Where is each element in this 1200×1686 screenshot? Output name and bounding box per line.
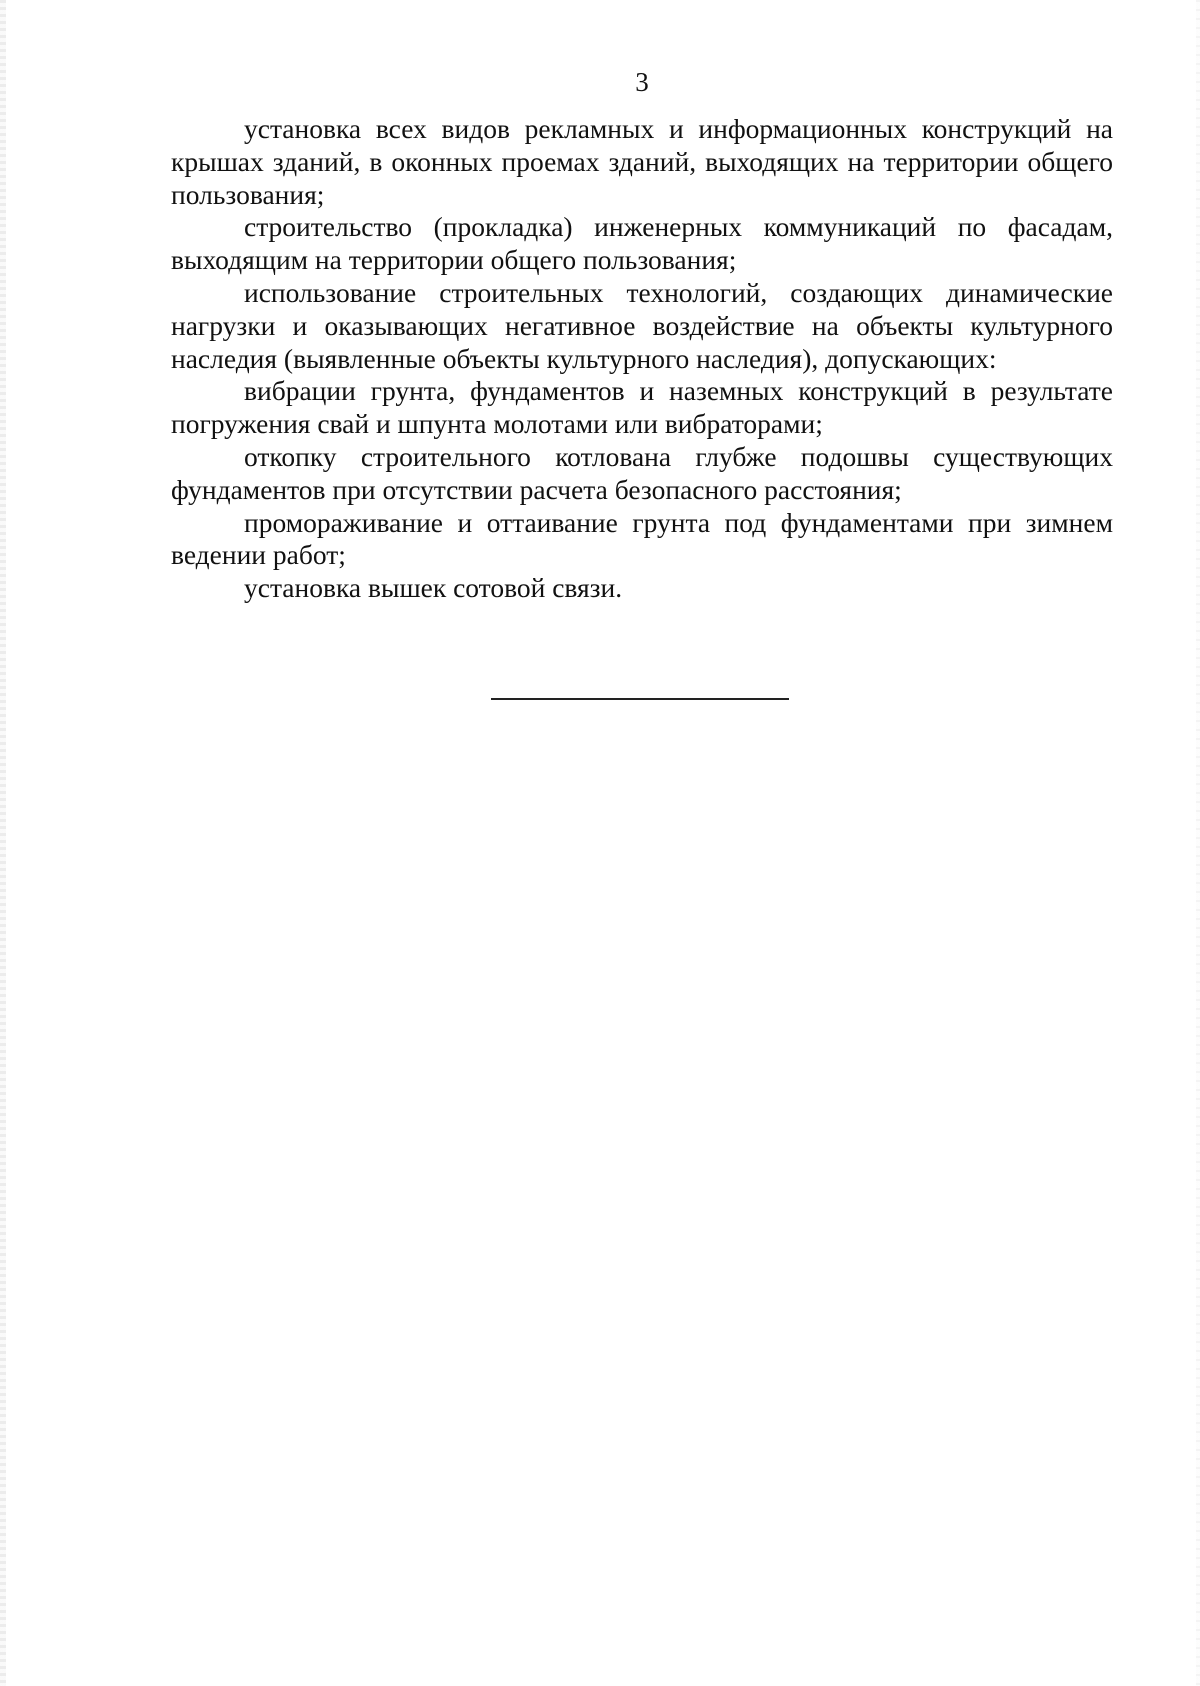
paragraph-engineering-communications: строительство (прокладка) инженерных коммуникаций по фасадам, выходящим на территории общего пользования;: [171, 211, 1113, 276]
page-number: 3: [635, 67, 649, 97]
scan-edge-left: [0, 0, 6, 1686]
scan-edge-right: [1196, 0, 1200, 1686]
paragraph-freezing: промораживание и оттаивание грунта под фундаментами при зимнем ведении работ;: [171, 506, 1113, 571]
paragraph-vibration: вибрации грунта, фундаментов и наземных конструкций в результате погружения свай и шпунта молотами или вибраторами;: [171, 375, 1113, 440]
paragraph-construction-technologies: использование строительных технологий, создающих динамические нагрузки и оказывающих негативное воздействие на объекты культурного наследия (выявленные объекты культурного наследия), допускающих:: [171, 276, 1113, 374]
end-of-document-rule: [491, 698, 789, 700]
document-body: [171, 113, 1113, 605]
paragraph-excavation: откопку строительного котлована глубже подошвы существующих фундаментов при отсутствии расчета безопасного расстояния;: [171, 440, 1113, 505]
paragraph-cell-towers: установка вышек сотовой связи.: [244, 572, 623, 604]
paragraph-advertising-structures: установка всех видов рекламных и информационных конструкций на крышах зданий, в оконных проемах зданий, выходящих на территории общего пользования;: [171, 113, 1113, 210]
